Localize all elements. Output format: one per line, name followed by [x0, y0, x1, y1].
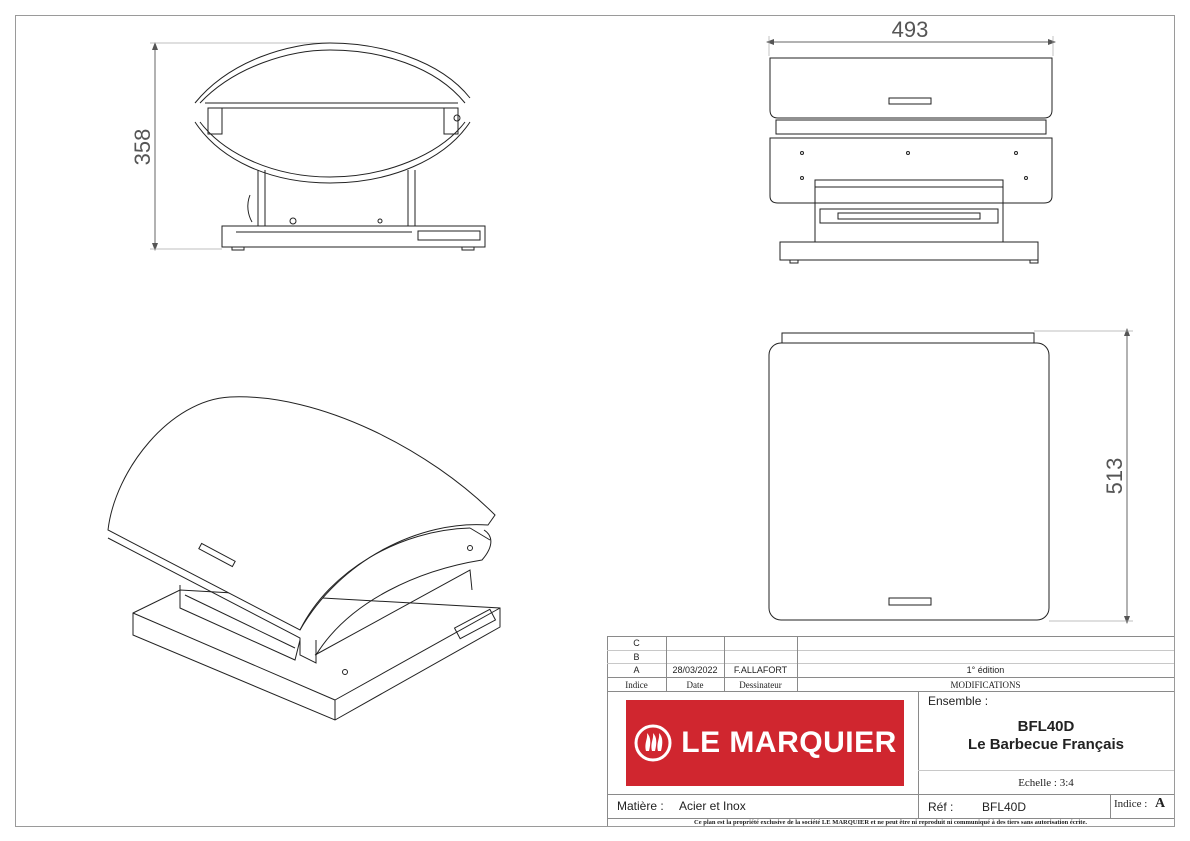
matiere-value: Acier et Inox: [679, 799, 746, 813]
dim-width-label: 493: [891, 17, 929, 42]
logo-text: LE MARQUIER: [681, 726, 897, 759]
product-name: Le Barbecue Français: [968, 736, 1124, 753]
revision-indice-a: A: [633, 665, 640, 675]
ref-value: BFL40D: [982, 800, 1027, 814]
side-view: [150, 43, 485, 250]
revision-indice-c: C: [633, 638, 640, 648]
indice-label: Indice :: [1114, 798, 1148, 810]
revision-modification-a: 1° édition: [966, 665, 1005, 675]
front-view: [769, 36, 1053, 263]
scale: Echelle : 3:4: [1018, 777, 1074, 789]
matiere-label: Matière :: [617, 799, 664, 813]
product-code: BFL40D: [1017, 718, 1075, 735]
header-dessinateur: Dessinateur: [739, 680, 782, 690]
dim-height-label: 358: [130, 128, 155, 166]
header-indice: Indice: [625, 680, 648, 690]
header-modifications: MODIFICATIONS: [950, 680, 1021, 690]
isometric-view: [108, 397, 500, 720]
header-date: Date: [686, 680, 704, 690]
dim-depth-label: 513: [1102, 457, 1127, 495]
ensemble-label: Ensemble :: [928, 694, 989, 708]
flame-logo-icon: [633, 723, 673, 763]
revision-date-a: 28/03/2022: [672, 665, 718, 675]
ref-label: Réf :: [928, 800, 954, 814]
copyright-notice: Ce plan est la propriété exclusive de la société LE MARQUIER et ne peut être ni reproduit ni communiqué à des tiers sans autorisation écrite.: [694, 819, 1087, 826]
revision-indice-b: B: [633, 652, 640, 662]
indice-value: A: [1155, 796, 1166, 811]
company-logo: [626, 700, 904, 786]
top-view: [769, 331, 1133, 621]
revision-dessinateur-a: F.ALLAFORT: [733, 665, 788, 675]
